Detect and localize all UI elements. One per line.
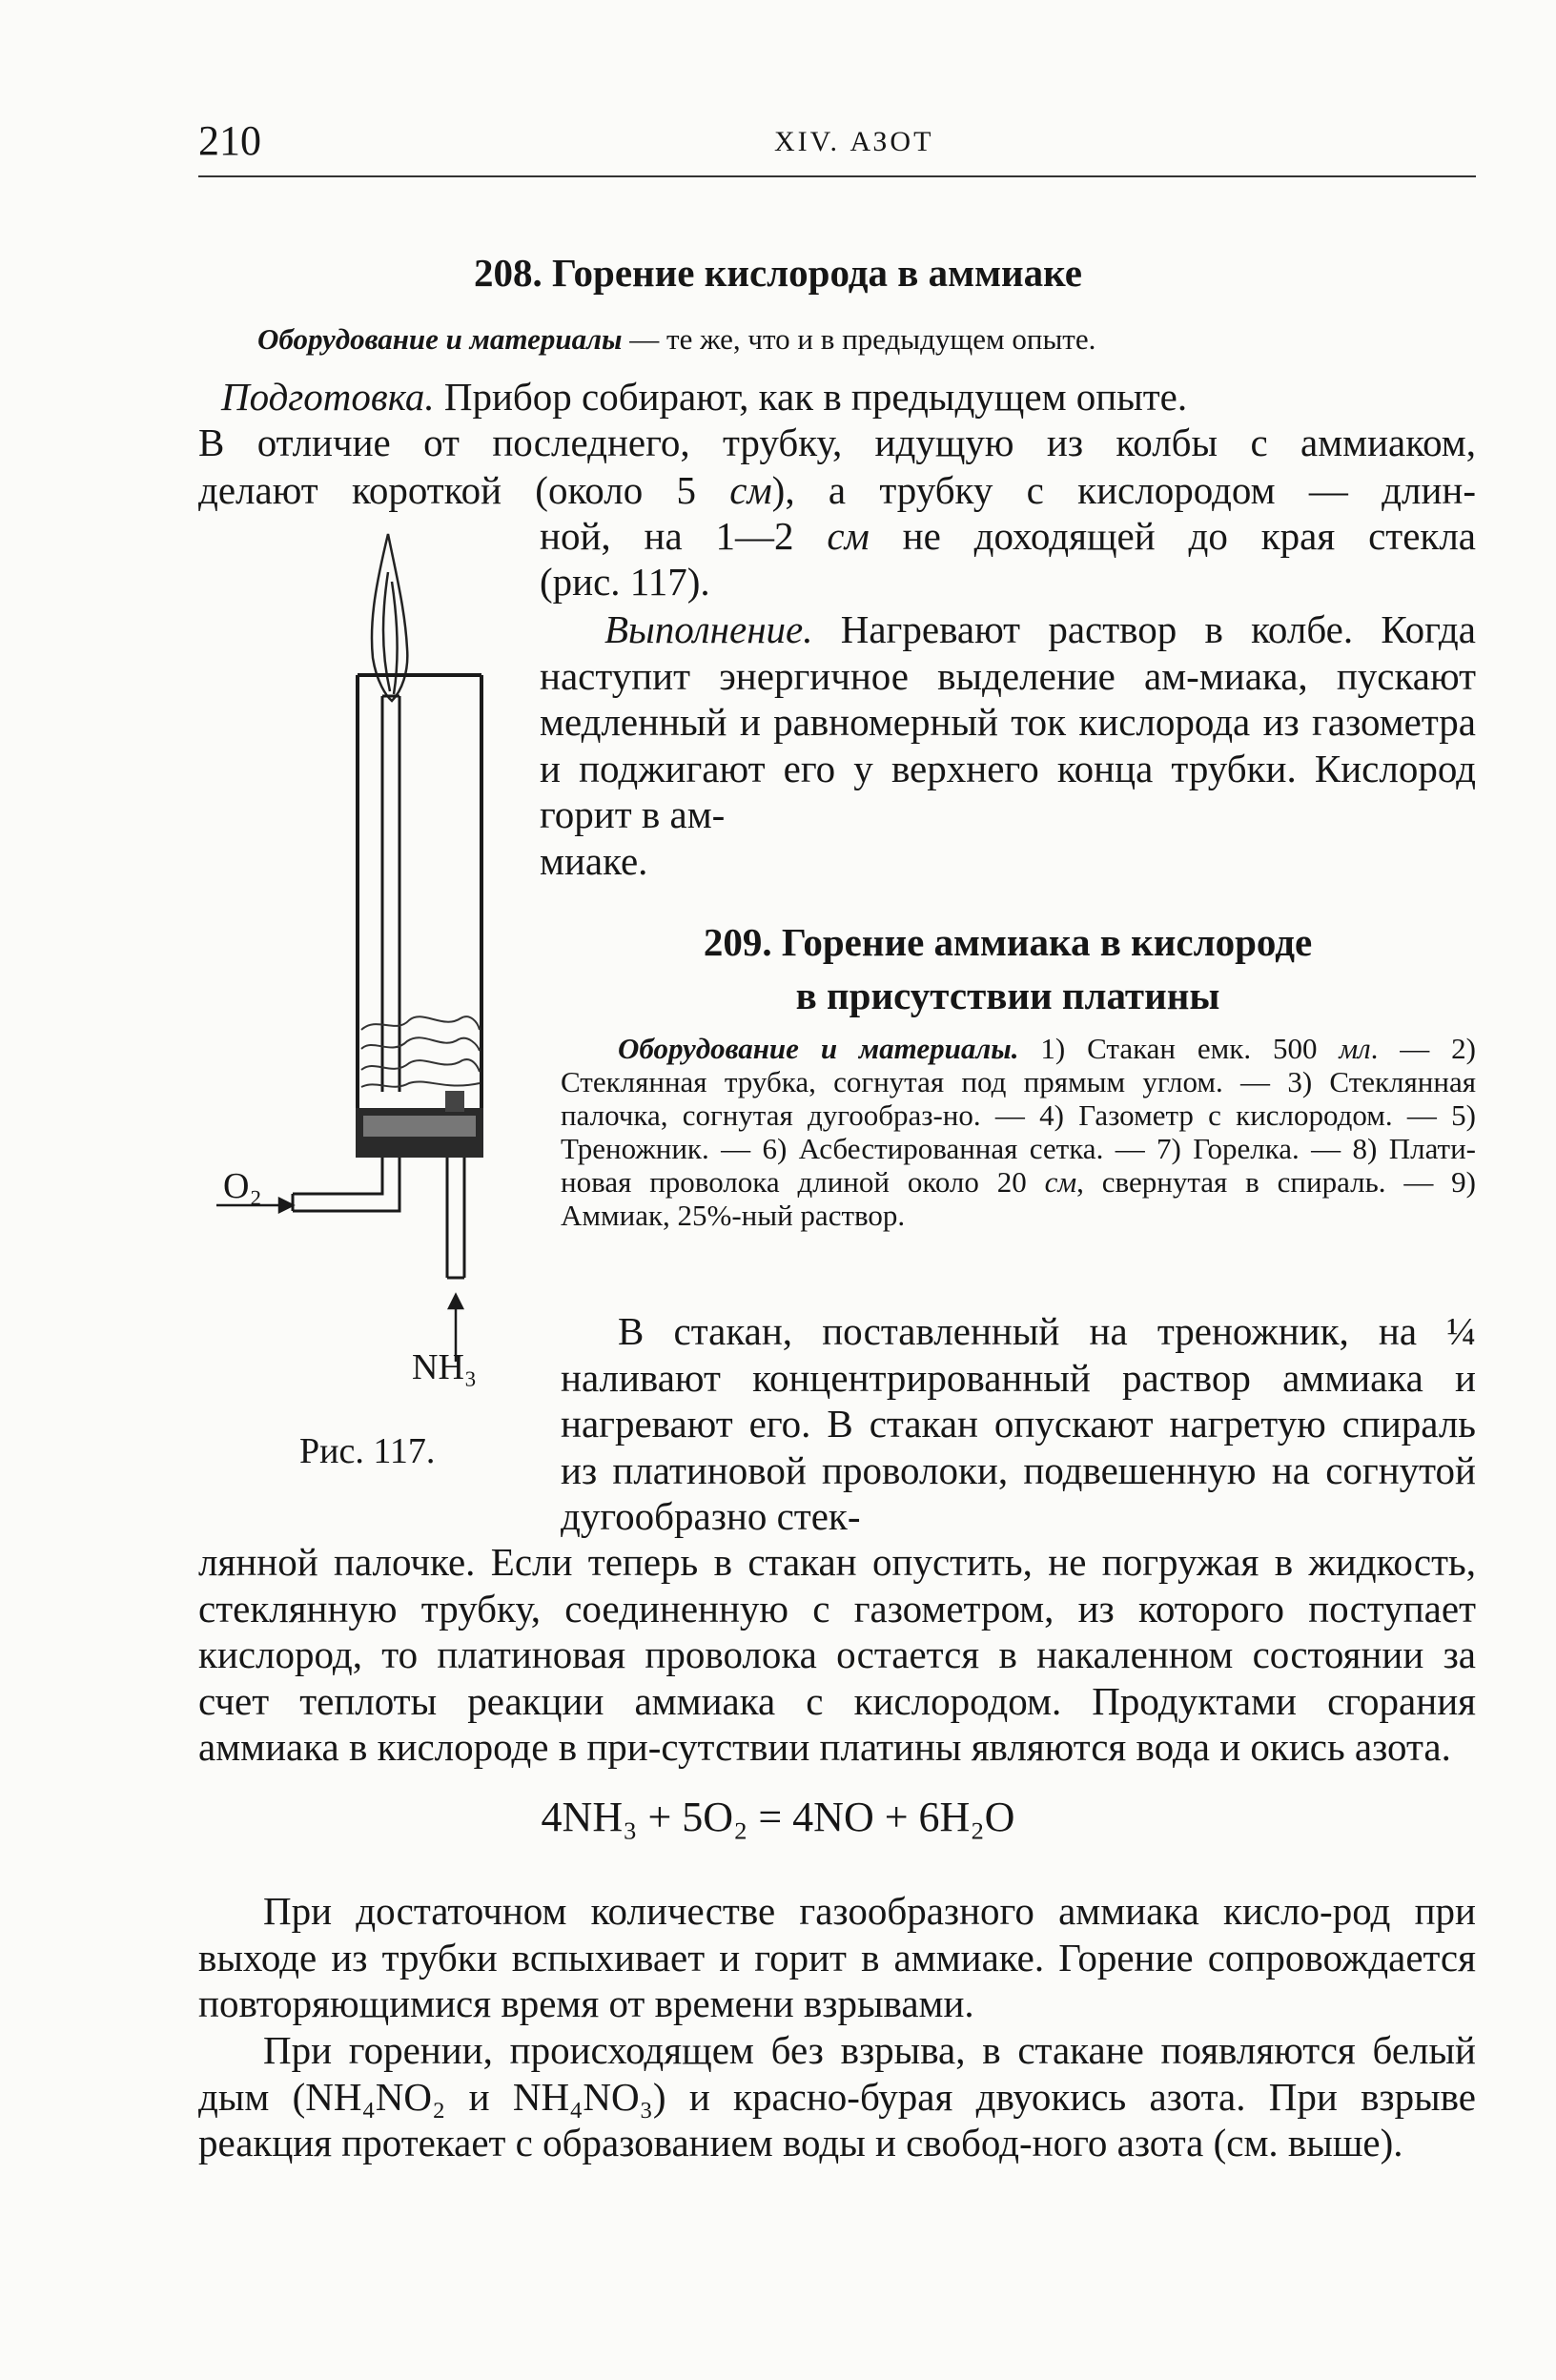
header-rule [198,175,1476,177]
stopper-texture [363,1116,476,1137]
section-208-title: 208. Горение кислорода в аммиаке [474,251,1082,295]
section-209-equipment: Оборудование и материалы. 1) Стакан емк. 500 мл. — 2) Стеклянная трубка, согнутая под прямым углом. — 3) Стеклянная палочка, согнутая дугообраз-но. — 4) Газометр с кислородом. — 5) Треножник. — 6) Асбестированная сетка. — 7) Горелка. — 8) Плати-новая проволока длиной около 20 см, свернутая в спираль. — 9) Аммиак, 25%-ный раствор. [561,1032,1477,1232]
section-208-prep-line3: делают короткой (около 5 см), а трубку с кислородом — длин- [198,468,1476,512]
section-208-prep-line5: (рис. 117). [540,560,710,604]
section-208-prep-line1: Подготовка. Прибор собирают, как в предыдущем опыте. [221,375,1188,419]
ammonia-tube-top [445,1091,464,1112]
section-208-prep-line2: В отличие от последнего, трубку, идущую из колбы с аммиаком, [198,421,1476,464]
figure-caption: Рис. 117. [299,1431,436,1471]
page-number: 210 [198,117,261,164]
section-208-prep-line4: ной, на 1—2 см не доходящей до края стекла [540,514,1477,558]
section-209-title: 209. Горение аммиака в кислороде в присутствии платины [703,920,1313,1017]
ammonia-tube [447,1158,464,1278]
label-nh3: NH₃ [412,1347,478,1387]
section-208-equipment: Оборудование и материалы — те же, что и в предыдущем опыте. [257,322,1096,356]
section-208-execution: Выполнение. Нагревают раствор в колбе. Когда наступит энергичное выделение ам-миака, пускают медленный и равномерный ток кислорода из газометра и поджигают его у верхнего конца трубки. Кислород горит в ам- миаке. [540,607,1476,883]
oxygen-tube [382,696,399,1092]
asbestos-wool [361,1016,480,1087]
section-209-paragraph-3: При горении, происходящем без взрыва, в стакане появляются белый дым (NH₄NO₂ и NH₄NO₃) и красно-бурая двуокись азота. При взрыве реакция протекает с образованием воды и свобод-ного азота (см. выше). [198,2028,1476,2165]
section-209-body-full: лянной палочке. Если теперь в стакан опустить, не погружая в жидкость, стеклянную трубку, соединенную с газометром, из которого поступает кислород, то платиновая проволока остается в накаленном состоянии за счет теплоты реакции аммиака с кислородом. Продуктами сгорания аммиака в кислороде в при-сутствии платины являются вода и окись азота. [198,1540,1476,1769]
section-209-paragraph-2: При достаточном количестве газообразного аммиака кисло-род при выходе из трубки вспыхивает и горит в аммиаке. Горение сопровождается повторяющимися время от времени взрывами. [198,1889,1476,2025]
label-o2: O₂ [223,1166,262,1206]
figure-117-apparatus [205,515,510,1373]
reaction-equation: 4NH₃ + 5O₂ = 4NO + 6H₂O [541,1794,1015,1840]
running-header: XIV. АЗОТ [774,126,934,157]
oxygen-inlet-tube [293,1158,399,1211]
section-209-body-wrap: В стакан, поставленный на треножник, на ¼ наливают концентрированный раствор аммиака и нагревают его. В стакан опускают нагретую спираль из платиновой проволоки, подвешенную на согнутой дугообразно стек- [561,1309,1476,1538]
glass-beaker [358,675,481,1156]
